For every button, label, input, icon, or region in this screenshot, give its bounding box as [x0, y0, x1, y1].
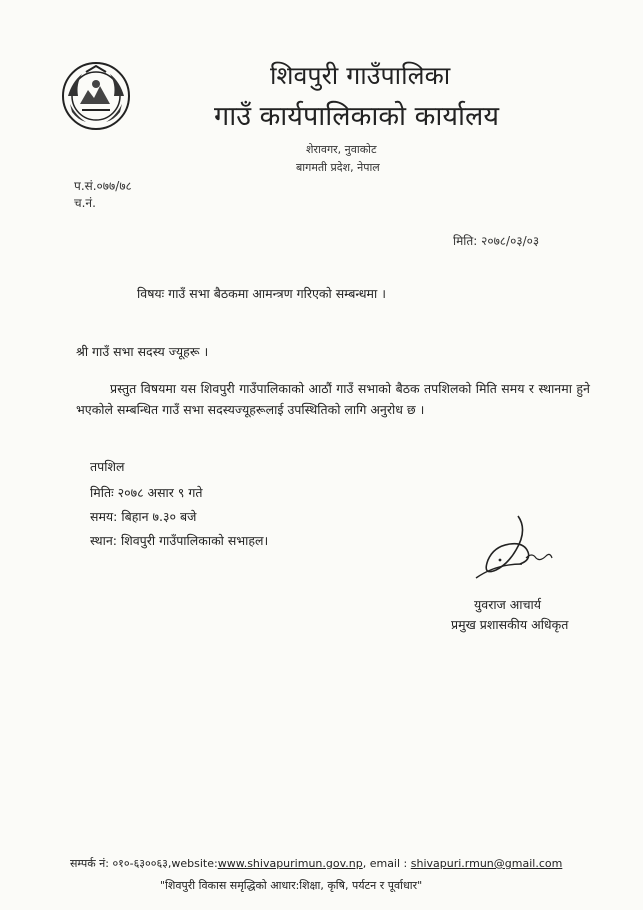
signatory-title: प्रमुख प्रशासकीय अधिकृत [451, 617, 569, 632]
municipal-seal-emblem [60, 60, 132, 132]
address-line-2: बागमती प्रदेश, नेपाल [296, 161, 380, 174]
details-venue: स्थान: शिवपुरी गाउँपालिकाको सभाहल। [90, 533, 269, 548]
salutation: श्री गाउँ सभा सदस्य ज्यूहरू । [76, 344, 209, 359]
handwritten-signature [466, 512, 556, 592]
signatory-name: युवराज आचार्य [474, 597, 541, 612]
footer-contact-prefix: सम्पर्क नं: ०१०-६३००६३,website: [70, 857, 218, 870]
letter-subject: विषयः गाउँ सभा बैठकमा आमन्त्रण गरिएको सम्बन्धमा । [137, 286, 386, 301]
office-name: गाउँ कार्यपालिकाको कार्यालय [214, 101, 499, 132]
details-heading: तपशिल [90, 459, 125, 474]
email-link[interactable]: shivapuri.rmun@gmail.com [410, 857, 563, 870]
letter-date: मिति: २०७८/०३/०३ [453, 234, 540, 248]
footer-slogan: "शिवपुरी विकास समृद्धिको आधार:शिक्षा, कृषि, पर्यटन र पूर्वाधार" [160, 879, 423, 892]
org-name: शिवपुरी गाउँपालिका [270, 61, 451, 90]
details-time: समय: बिहान ७.३० बजे [90, 509, 197, 524]
footer-contact [70, 856, 562, 871]
details-date: मितिः २०७८ असार ९ गते [90, 485, 203, 500]
website-link[interactable]: www.shivapurimun.gov.np [217, 857, 363, 870]
dispatch-number: च.नं. [74, 196, 96, 210]
footer-email-prefix: , email : [362, 857, 411, 870]
address-line-1: शेरावगर, नुवाकोट [306, 143, 377, 156]
body-paragraph: प्रस्तुत विषयमा यस शिवपुरी गाउँपालिकाको आठौं गाउँ सभाको बैठक तपशिलको मिति समय र स्थानमा हुने भएकोले सम्बन्धित गाउँ सभा सदस्यज्यूहरूलाई उपस्थितिको लागि अनुरोध छ । [76, 381, 590, 417]
letter-number: प.सं.०७७/७८ [74, 179, 132, 193]
